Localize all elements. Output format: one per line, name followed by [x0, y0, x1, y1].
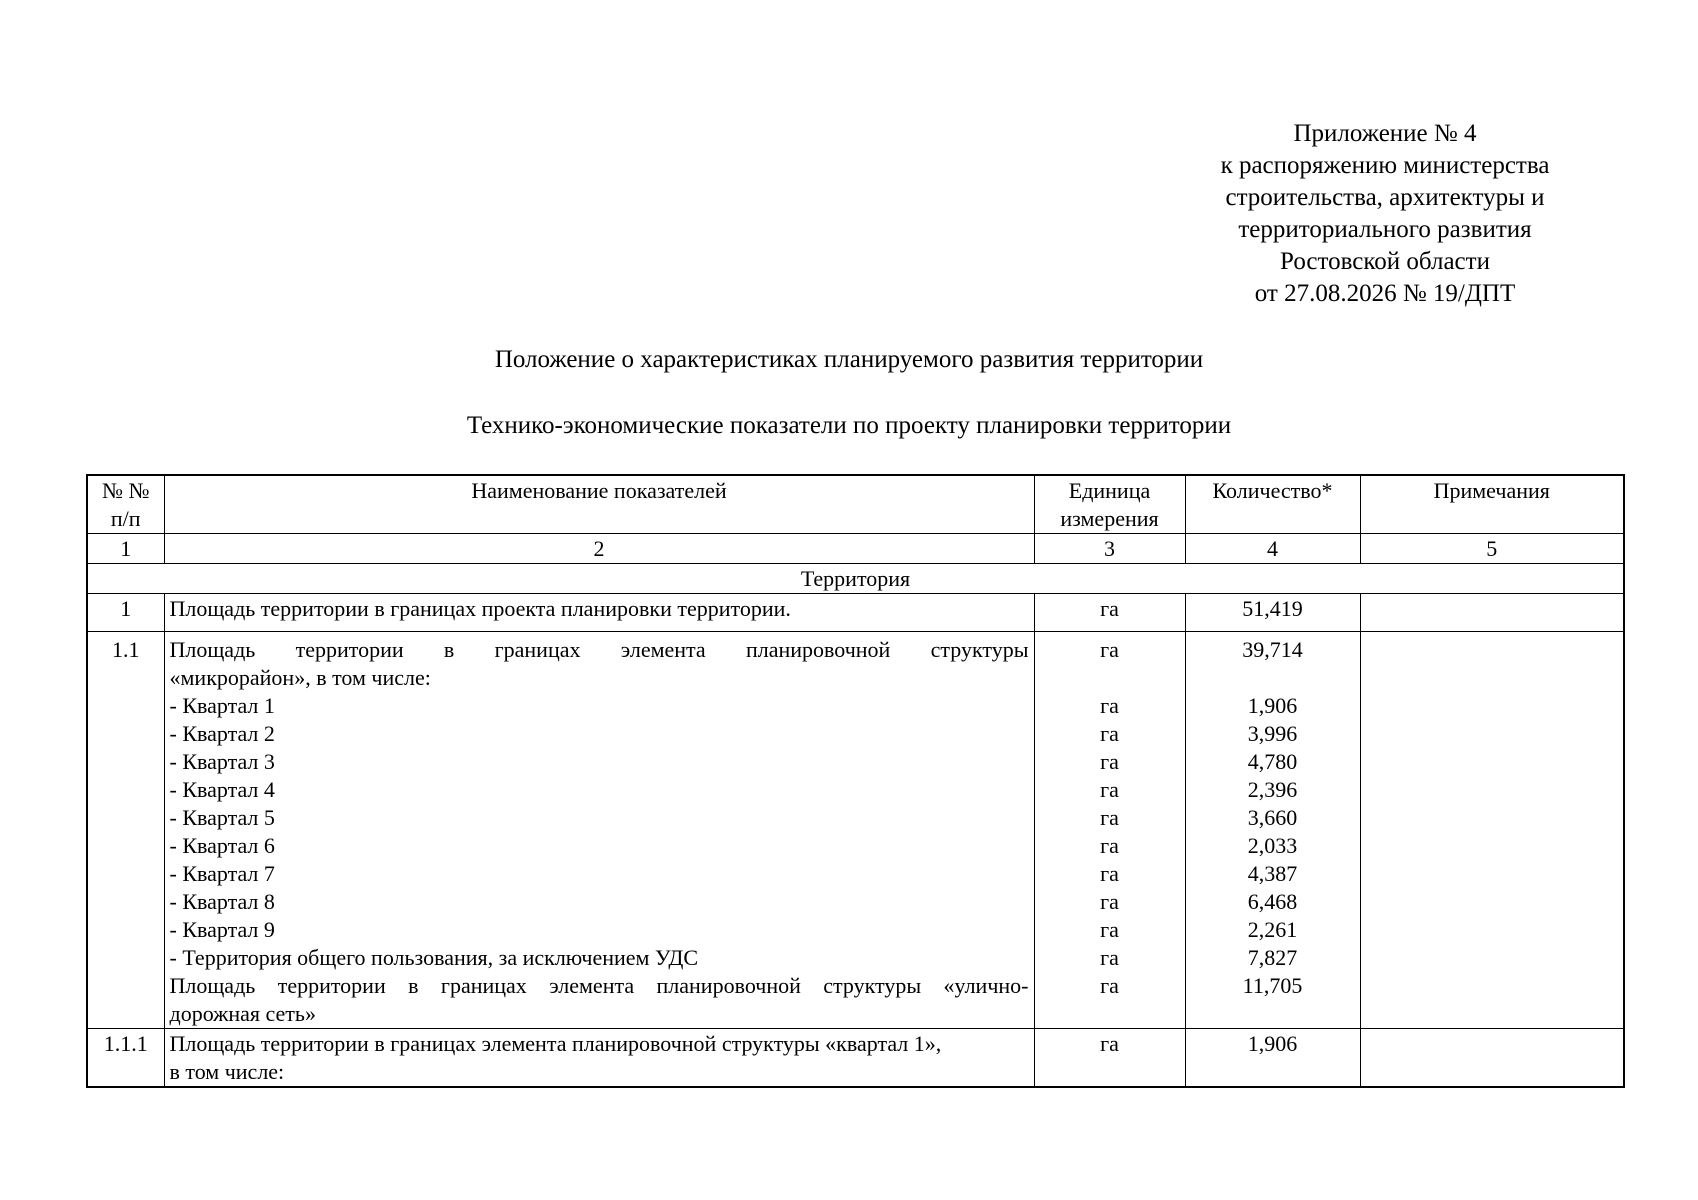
- row-unit: га: [1034, 594, 1185, 632]
- list-item: - Квартал 8: [169, 889, 275, 914]
- qty-value: 1,906: [1247, 693, 1298, 718]
- document-title: Положение о характеристиках планируемого развития территории: [494, 346, 1204, 373]
- header-num-line2: п/п: [110, 506, 141, 531]
- list-item: - Квартал 2: [169, 721, 275, 746]
- header-name: Наименование показателей: [164, 475, 1034, 534]
- row-name-line: Площадь территории в границах элемента планировочной структуры «квартал 1»,: [169, 1031, 942, 1056]
- spacer: [1191, 664, 1355, 692]
- header-unit: [1034, 475, 1185, 534]
- spacer: [1040, 664, 1180, 692]
- unit-value: га: [1100, 973, 1119, 998]
- unit-value: га: [1100, 777, 1119, 802]
- unit-value: га: [1100, 889, 1119, 914]
- row-name-line: «микрорайон», в том числе:: [169, 665, 431, 690]
- list-item: - Квартал 9: [169, 917, 275, 942]
- row-name-line: Площадь территории в границах элемента планировочной структуры: [169, 637, 1029, 662]
- appendix-header: [1150, 118, 1620, 310]
- header-line: строительства, архитектуры и: [1225, 184, 1545, 211]
- table-row: [87, 632, 1624, 1029]
- row-qty: 1,906: [1185, 1029, 1360, 1088]
- unit-value: га: [1100, 693, 1119, 718]
- list-item: - Территория общего пользования, за исключением УДС: [169, 945, 698, 970]
- unit-value: га: [1100, 945, 1119, 970]
- unit-value: га: [1100, 637, 1119, 662]
- section-title: Территория: [87, 564, 1624, 594]
- qty-value: 4,387: [1247, 861, 1298, 886]
- list-item: - Квартал 6: [169, 833, 275, 858]
- unit-value: га: [1100, 721, 1119, 746]
- table-row: [87, 594, 1624, 632]
- col-number: 4: [1185, 534, 1360, 564]
- row-unit: [1034, 632, 1185, 1029]
- list-item: - Квартал 5: [169, 805, 275, 830]
- table-header-row: [87, 475, 1624, 534]
- col-number: 2: [164, 534, 1034, 564]
- unit-value: га: [1100, 917, 1119, 942]
- qty-value: 3,660: [1247, 805, 1298, 830]
- qty-value: 2,396: [1247, 777, 1298, 802]
- row-name-line: Площадь территории в границах элемента планировочной структуры «улично-: [169, 973, 1029, 998]
- row-qty: [1185, 632, 1360, 1029]
- qty-value: 6,468: [1247, 889, 1298, 914]
- qty-value: 39,714: [1242, 637, 1303, 662]
- qty-value: 2,261: [1247, 917, 1298, 942]
- header-note: Примечания: [1360, 475, 1624, 534]
- header-line: к распоряжению министерства: [1220, 152, 1550, 179]
- col-number: 3: [1034, 534, 1185, 564]
- unit-value: га: [1100, 833, 1119, 858]
- header-unit-line1: Единица: [1068, 478, 1151, 503]
- header-num: [87, 475, 164, 534]
- unit-value: га: [1100, 861, 1119, 886]
- header-num-line1: № №: [102, 478, 150, 503]
- row-qty: 51,419: [1185, 594, 1360, 632]
- row-num: 1: [87, 594, 164, 632]
- qty-value: 11,705: [1242, 973, 1303, 998]
- unit-value: га: [1100, 805, 1119, 830]
- table-title: Технико-экономические показатели по проекту планировки территории: [466, 412, 1232, 439]
- header-unit-line2: измерения: [1060, 506, 1159, 531]
- col-number: 1: [87, 534, 164, 564]
- list-item: - Квартал 4: [169, 777, 275, 802]
- header-qty: Количество*: [1185, 475, 1360, 534]
- unit-value: га: [1100, 749, 1119, 774]
- header-line: Приложение № 4: [1293, 120, 1477, 147]
- col-number: 5: [1360, 534, 1624, 564]
- header-line: Ростовской области: [1280, 248, 1490, 275]
- row-name: Площадь территории в границах проекта планировки территории.: [164, 594, 1034, 632]
- qty-value: 4,780: [1247, 749, 1298, 774]
- indicators-table: [86, 474, 1625, 1088]
- qty-value: 7,827: [1247, 945, 1298, 970]
- row-num: 1.1: [87, 632, 164, 1029]
- list-item: - Квартал 7: [169, 861, 275, 886]
- column-number-row: [87, 534, 1624, 564]
- list-item: - Квартал 3: [169, 749, 275, 774]
- row-num: 1.1.1: [87, 1029, 164, 1088]
- header-line: территориального развития: [1238, 216, 1532, 243]
- row-name: [164, 632, 1034, 1029]
- header-line: от 27.08.2026 № 19/ДПТ: [1254, 280, 1516, 307]
- row-note: [1360, 594, 1624, 632]
- row-name-line: дорожная сеть»: [169, 1001, 316, 1026]
- row-note: [1360, 632, 1624, 1029]
- qty-value: 3,996: [1247, 721, 1298, 746]
- row-name-line: в том числе:: [169, 1059, 285, 1084]
- row-note: [1360, 1029, 1624, 1088]
- table-row: [87, 1029, 1624, 1088]
- section-row: [87, 564, 1624, 594]
- list-item: - Квартал 1: [169, 693, 275, 718]
- row-unit: га: [1034, 1029, 1185, 1088]
- qty-value: 2,033: [1247, 833, 1298, 858]
- row-name: [164, 1029, 1034, 1088]
